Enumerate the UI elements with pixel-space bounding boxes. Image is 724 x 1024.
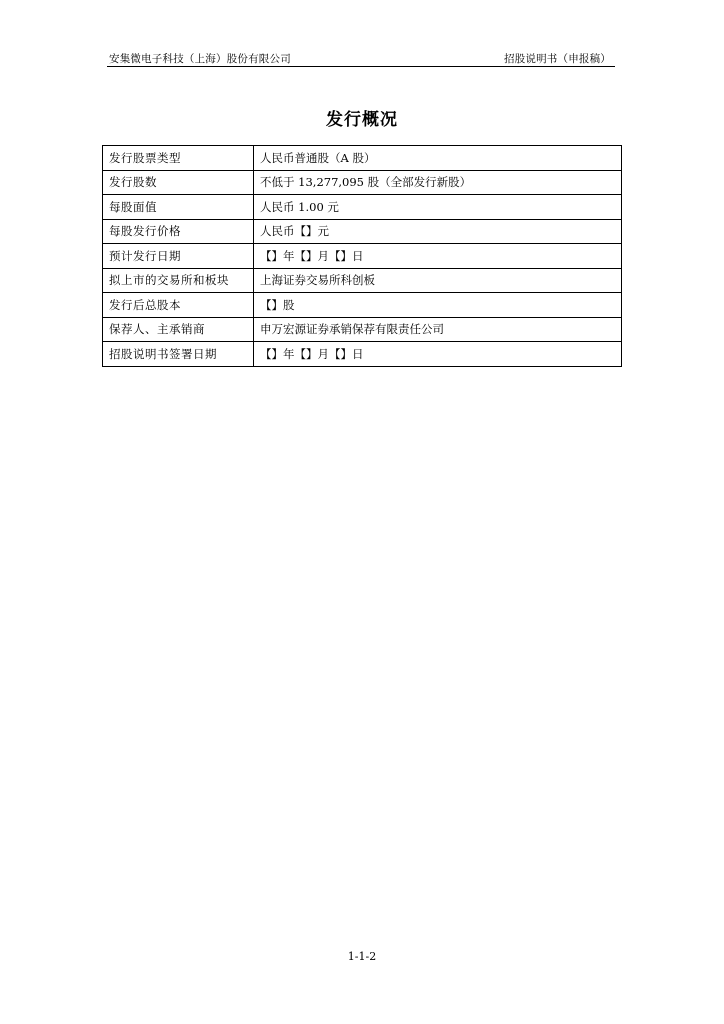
- page-header: [107, 52, 615, 67]
- page-number: 1-1-2: [347, 950, 377, 963]
- table-row: [103, 146, 622, 171]
- row-label: 保荐人、主承销商: [103, 317, 254, 342]
- row-label: 每股发行价格: [103, 219, 254, 244]
- row-label: 每股面值: [103, 195, 254, 220]
- row-value: 【】年【】月【】日: [254, 342, 622, 367]
- table-row: [103, 293, 622, 318]
- row-value: 不低于 13,277,095 股（全部发行新股）: [254, 170, 622, 195]
- table-row: [103, 268, 622, 293]
- table-row: [103, 244, 622, 269]
- row-value: 人民币普通股（A 股）: [254, 146, 622, 171]
- row-value: 【】年【】月【】日: [254, 244, 622, 269]
- row-value: 人民币【】元: [254, 219, 622, 244]
- page-title: 发行概况: [326, 110, 398, 130]
- table-row: [103, 342, 622, 367]
- table-row: [103, 170, 622, 195]
- table-row: [103, 219, 622, 244]
- row-label: 发行后总股本: [103, 293, 254, 318]
- row-value: 【】股: [254, 293, 622, 318]
- row-value: 人民币 1.00 元: [254, 195, 622, 220]
- row-value: 申万宏源证券承销保荐有限责任公司: [254, 317, 622, 342]
- document-type: 招股说明书（申报稿）: [504, 53, 611, 65]
- table-row: [103, 195, 622, 220]
- offering-overview-table: [102, 145, 622, 367]
- row-value: 上海证券交易所科创板: [254, 268, 622, 293]
- row-label: 预计发行日期: [103, 244, 254, 269]
- row-label: 发行股票类型: [103, 146, 254, 171]
- row-label: 拟上市的交易所和板块: [103, 268, 254, 293]
- table-row: [103, 317, 622, 342]
- row-label: 发行股数: [103, 170, 254, 195]
- company-name: 安集微电子科技（上海）股份有限公司: [109, 53, 291, 65]
- row-label: 招股说明书签署日期: [103, 342, 254, 367]
